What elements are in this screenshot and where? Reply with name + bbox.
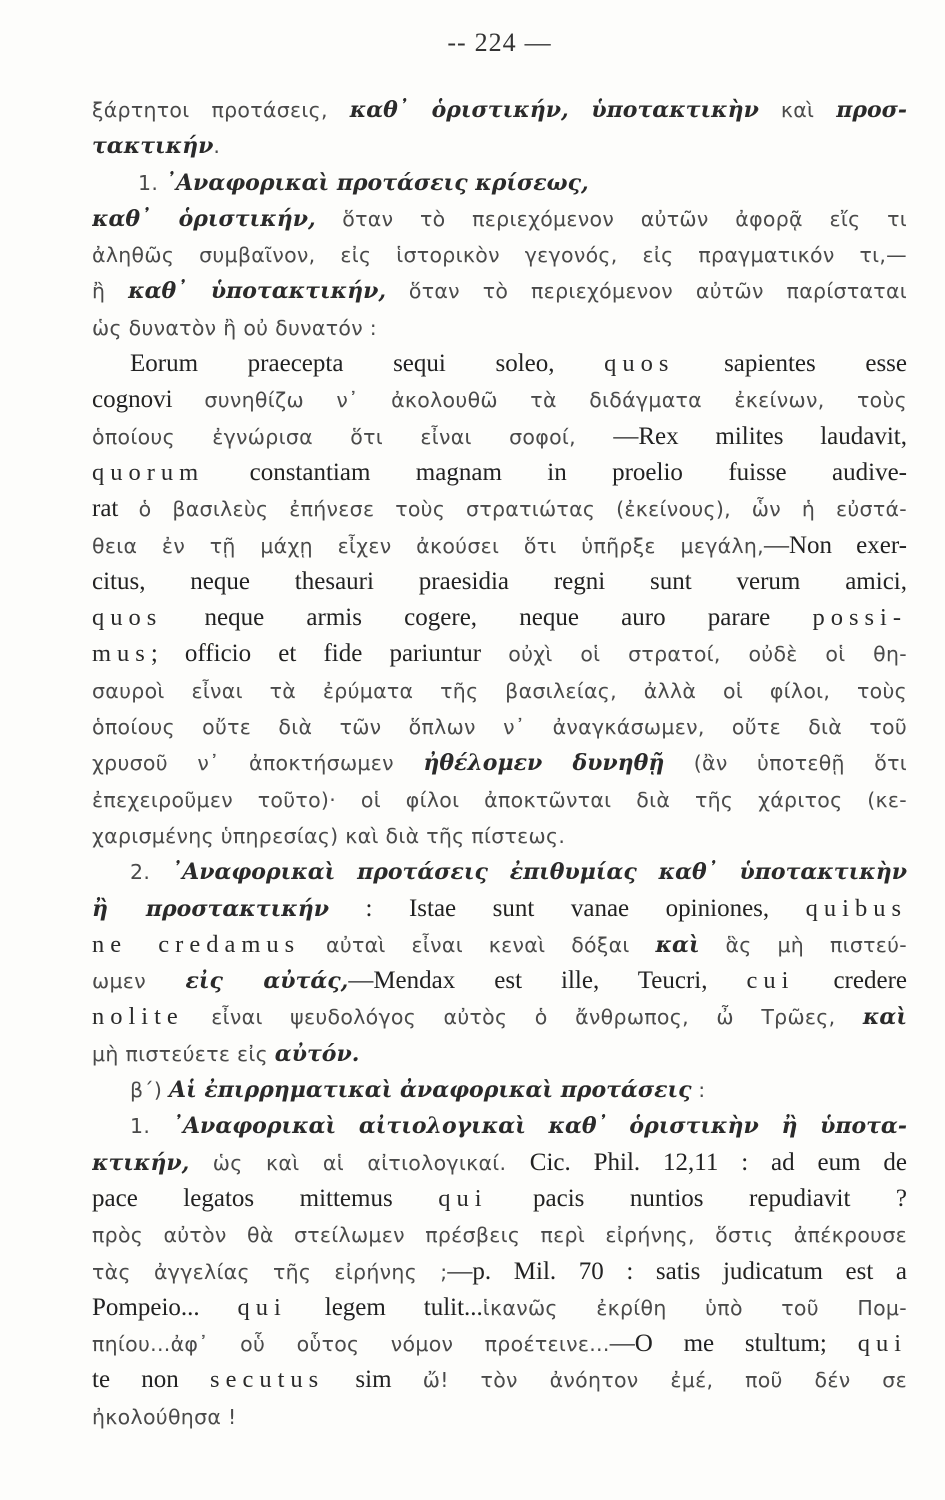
text-line (92, 1326, 907, 1362)
greek-text: χρυσοῦ ν᾿ ἀποκτήσωμεν (92, 751, 424, 776)
spaced-text: qui (438, 1184, 488, 1212)
book-page (92, 0, 907, 1500)
text-line (92, 1181, 907, 1217)
greek-text: 1. (138, 170, 165, 195)
text-line (92, 782, 907, 818)
latin-text: pacis nuntios repudiavit ? (487, 1184, 907, 1212)
text-line (92, 709, 907, 745)
greek-text: πηίου...ἀφ᾿ οὗ οὗτος νόμον προέτεινε... (92, 1332, 610, 1357)
latin-text: te non (92, 1366, 211, 1394)
greek-text: καὶ (758, 98, 837, 122)
emphasis-text: ἠθέλομεν δυνηθῇ (423, 750, 665, 777)
emphasis-text: ᾿Αναφορικαὶ αἰτιολογικαὶ καθ᾿ (171, 1113, 608, 1140)
greek-text: ὡς καὶ αἱ αἰτιολογικαί. (189, 1150, 530, 1175)
latin-text: Pompeio... (92, 1293, 238, 1321)
text-line (92, 999, 907, 1035)
greek-text: ἐπεχειροῦμεν τοῦτο)· οἱ φίλοι ἀποκτῶνται διὰ τῆς χάριτος (κε- (92, 787, 907, 812)
greek-text: 1. (130, 1114, 172, 1139)
latin-text: citus, neque thesauri praesidia regni sunt verum amici, (92, 567, 907, 595)
spaced-text: quibus (805, 894, 907, 922)
latin-text: sapientes esse (674, 350, 907, 378)
text-line (92, 891, 907, 927)
text-line (92, 818, 907, 854)
text-line (92, 310, 907, 346)
emphasis-text: καθ᾿ ὁριστικήν, ὑποτακτικὴν (349, 97, 759, 123)
emphasis-text: προσ- (836, 97, 907, 123)
latin-text: sim (324, 1366, 423, 1394)
text-line (92, 963, 907, 999)
text-line (92, 528, 907, 564)
greek-text: ἃς μὴ πιστεύ- (699, 932, 907, 957)
text-line (92, 927, 907, 963)
page-header (92, 28, 907, 58)
greek-text: εἶναι ψευδολόγος αὐτὸς ὁ ἄνθρωπος, ὦ Τρῶες, (183, 1005, 863, 1030)
text-line (92, 636, 907, 672)
text-line (92, 745, 907, 781)
greek-text: (ἂν ὑποτεθῇ ὅτι (664, 751, 907, 776)
text-line (92, 237, 907, 273)
greek-text: ἠκολούθησα ! (92, 1404, 237, 1429)
latin-text: —Non exer- (764, 531, 907, 559)
emphasis-text: ἢ προστακτικήν (92, 895, 329, 922)
spaced-text: qui (237, 1293, 287, 1321)
greek-text: ὁποίους οὔτε διὰ τῶν ὅπλων ν᾿ ἀναγκάσωμεν, οὔτε διὰ τοῦ (92, 715, 907, 740)
text-line (92, 1108, 907, 1144)
text-line (92, 419, 907, 455)
text-line (92, 273, 907, 309)
greek-text: ὁποίους ἐγνώρισα ὅτι εἶναι σοφοί, (92, 424, 614, 449)
greek-text: ὁ βασιλεὺς ἐπήνεσε τοὺς στρατιώτας (ἐκείνους), ὧν ἡ εὐστά- (138, 497, 907, 522)
text-line (92, 128, 907, 164)
greek-text: 2. (130, 860, 172, 885)
text-line (92, 1254, 907, 1290)
text-line (92, 564, 907, 600)
greek-text (608, 1114, 630, 1138)
greek-text: ἱκανῶς ἐκρίθη ὑπὸ τοῦ Πομ- (482, 1295, 907, 1320)
latin-text: —Rex milites laudavit, (613, 422, 907, 450)
text-line (92, 1362, 907, 1398)
latin-text: neque armis cogere, neque auro parare (162, 604, 813, 632)
text-line (92, 455, 907, 491)
greek-text: : (691, 1078, 706, 1103)
emphasis-text: εἰς αὐτάς, (185, 968, 349, 995)
greek-text: ἢ (92, 279, 129, 304)
header-dash-right: — (524, 28, 552, 57)
greek-text: αὐταὶ εἶναι κεναὶ δόξαι (300, 932, 656, 957)
text-line (92, 92, 907, 128)
latin-text: Cic. Phil. 12,11 : ad eum de (529, 1148, 907, 1176)
header-dash-left: -- (447, 28, 467, 57)
emphasis-text: καὶ (655, 931, 700, 958)
greek-text: συνηθίζω ν᾿ ἀκολουθῶ τὰ διδάγματα ἐκείνων, τοὺς (204, 388, 907, 413)
latin-text: —O me stultum; (609, 1330, 858, 1358)
text-line (92, 491, 907, 527)
emphasis-text: ὁριστικὴν ἢ ὑποτα- (629, 1113, 907, 1140)
latin-text: legem tulit... (286, 1293, 483, 1321)
text-line (92, 600, 907, 636)
text-line (92, 346, 907, 382)
greek-text: χαρισμένης ὑπηρεσίας) καὶ διὰ τῆς πίστεως. (92, 823, 566, 848)
text-line (92, 201, 907, 237)
latin-text: : Istae sunt vanae opiniones, (328, 894, 806, 922)
spaced-text: quos (604, 350, 675, 378)
greek-text: ἀληθῶς συμβαῖνον, εἰς ἱστορικὸν γεγονός, εἰς πραγματικόν τι,— (92, 243, 907, 268)
spaced-text: quos (92, 604, 163, 632)
emphasis-text: Αἱ ἐπιρρηματικαὶ ἀναφορικαὶ προτάσεις (169, 1077, 692, 1104)
emphasis-text: κτικήν, (92, 1149, 190, 1176)
greek-text: πρὸς αὐτὸν θὰ στείλωμεν πρέσβεις περὶ εἰρήνης, ὅστις ἀπέκρουσε (92, 1223, 907, 1248)
emphasis-text: αὐτόν. (274, 1040, 360, 1067)
latin-text: ; officio et fide pariuntur (150, 640, 509, 668)
greek-text: σαυροὶ εἶναι τὰ ἐρύματα τῆς βασιλείας, ἀλλὰ οἱ φίλοι, τοὺς (92, 678, 907, 703)
text-line (92, 1145, 907, 1181)
text-line (92, 1290, 907, 1326)
emphasis-text: τακτικήν (92, 133, 214, 160)
greek-text: ὅταν τὸ περιεχόμενον αὐτῶν παρίσταται (386, 279, 907, 304)
emphasis-text: καὶ (862, 1004, 907, 1031)
greek-text: ξάρτητοι προτάσεις, (92, 98, 350, 122)
latin-text: credere (794, 967, 907, 995)
spaced-text: secutus (210, 1366, 325, 1394)
greek-text: ωμεν (92, 969, 186, 994)
text-line (92, 382, 907, 418)
spaced-text: ne credamus (92, 930, 301, 958)
page-body (92, 92, 907, 1435)
emphasis-text: ᾿Αναφορικαὶ προτάσεις ἐπιθυμίας καθ᾿ ὑποτακτικὴν (171, 859, 907, 886)
latin-text: —Mendax est ille, Teucri, (348, 967, 747, 995)
emphasis-text: καθ᾿ ὑποτακτικήν, (128, 278, 387, 305)
greek-text: οὐχὶ οἱ στρατοί, οὐδὲ οἱ θη- (508, 642, 907, 667)
emphasis-text: ᾿Αναφορικαὶ προτάσεις κρίσεως, (164, 169, 589, 196)
greek-text: τὰς ἀγγελίας τῆς εἰρήνης ; (92, 1259, 448, 1284)
text-line (92, 673, 907, 709)
greek-text: β´) (130, 1078, 170, 1103)
latin-text: Eorum praecepta sequi soleo, (130, 350, 605, 378)
latin-text: pace legatos mittemus (92, 1184, 439, 1212)
spaced-text: cui (746, 967, 795, 995)
greek-text: . (213, 134, 221, 159)
spaced-text: quorum (92, 458, 205, 486)
page-number: 224 (474, 28, 517, 57)
spaced-text: qui (857, 1330, 907, 1358)
latin-text: cognovi (92, 386, 205, 414)
emphasis-text: καθ᾿ ὁριστικήν, (92, 205, 316, 232)
latin-text: rat (92, 495, 139, 523)
text-line (92, 854, 907, 890)
text-line (92, 1399, 907, 1435)
greek-text: ὅταν τὸ περιεχόμενον αὐτῶν ἀφορᾷ εἴς τι (315, 206, 907, 231)
spaced-text: possi- (812, 604, 907, 632)
text-line (92, 1217, 907, 1253)
text-line (92, 165, 907, 201)
spaced-text: nolite (92, 1003, 184, 1031)
greek-text: ὡς δυνατὸν ἢ οὐ δυνατόν : (92, 315, 377, 340)
spaced-text: mus (92, 640, 151, 668)
text-line (92, 1072, 907, 1108)
latin-text: constantiam magnam in proelio fuisse audive- (204, 458, 907, 486)
greek-text: μὴ πιστεύετε εἰς (92, 1041, 275, 1066)
greek-text: θεια ἐν τῇ μάχῃ εἶχεν ἀκούσει ὅτι ὑπῆρξε μεγάλη, (92, 533, 764, 558)
greek-text: ὤ! τὸν ἀνόητον ἐμέ, ποῦ δέν σε (422, 1368, 907, 1393)
latin-text: —p. Mil. 70 : satis judicatum est a (447, 1257, 907, 1285)
text-line (92, 1036, 907, 1072)
